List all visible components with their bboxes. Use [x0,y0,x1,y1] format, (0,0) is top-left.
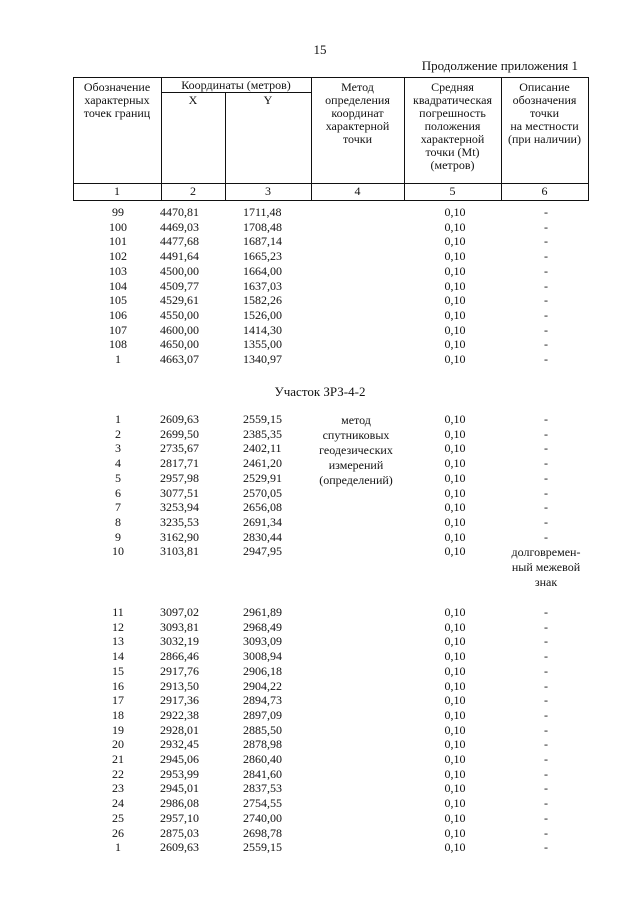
cell-x: 3077,51 [160,485,199,500]
table-row [0,811,640,826]
cell-n: 4 [115,456,121,471]
table-row [0,752,640,767]
note-line: ный межевой [511,560,581,574]
cell-x: 3253,94 [160,500,199,515]
cell-x: 4650,00 [160,337,199,352]
cell-n: 107 [109,322,127,337]
cell-d: - [544,205,548,219]
cell-n: 23 [112,781,124,796]
cell-y: 2878,98 [243,737,282,752]
cell-n: 9 [115,529,121,544]
cell-m: 0,10 [444,456,466,471]
table-row [0,279,640,294]
cell-n: 12 [112,619,124,634]
cell-y: 2830,44 [243,529,282,544]
cell-x: 4500,00 [160,263,199,278]
table-row [0,337,640,352]
cell-n: 99 [112,205,124,219]
cell-d: - [544,485,548,500]
cell-m: 0,10 [444,514,466,529]
cell-x: 2917,36 [160,693,199,708]
cell-x: 3162,90 [160,529,199,544]
header-col5 [404,81,501,172]
cell-y: 1687,14 [243,234,282,249]
cell-y: 1526,00 [243,307,282,322]
cell-y: 2529,91 [243,470,282,485]
cell-y: 1665,23 [243,249,282,264]
header-mid-line [73,183,589,184]
cell-m: 0,10 [444,663,466,678]
cell-y: 2461,20 [243,456,282,471]
cell-m: 0,10 [444,263,466,278]
cell-m: 0,10 [444,470,466,485]
cell-d: - [544,722,548,737]
cell-x: 3103,81 [160,544,199,559]
cell-n: 2 [115,426,121,441]
cell-y: 2402,11 [243,441,282,456]
cell-n: 105 [109,293,127,308]
cell-n: 22 [112,766,124,781]
cell-n: 13 [112,634,124,649]
cell-x: 2913,50 [160,678,199,693]
method-description [306,413,406,488]
table-row [0,249,640,264]
header-text: положения [424,119,481,133]
header-x: X [188,93,198,107]
cell-y: 2860,40 [243,752,282,766]
cell-y: 2904,22 [243,678,282,693]
cell-m: 0,10 [444,810,466,825]
cell-x: 2953,99 [160,766,199,781]
cell-n: 19 [112,722,124,737]
method-line: спутниковых [322,428,390,442]
cell-y: 2897,09 [243,707,282,722]
cell-y: 2740,00 [243,810,282,825]
cell-y: 2961,89 [243,605,282,619]
method-line: метод [341,413,371,427]
cell-d: - [544,426,548,441]
col-border [588,77,589,201]
cell-d: - [544,649,548,664]
cell-m: 0,10 [444,752,466,766]
header-text: точки (Mt) [425,145,480,159]
cell-d: - [544,293,548,308]
cell-m: 0,10 [444,205,466,219]
cell-d: - [544,796,548,811]
cell-n: 102 [109,249,127,264]
cell-m: 0,10 [444,634,466,649]
boundary-mark-note [502,545,590,590]
cell-d: - [544,514,548,529]
header-col4 [311,81,404,146]
cell-y: 2559,15 [243,840,282,855]
cell-n: 26 [112,825,124,840]
header-text: точки [529,106,560,120]
cell-y: 1355,00 [243,337,282,352]
cell-n: 21 [112,752,124,766]
cell-y: 2691,34 [243,514,282,529]
cell-x: 4509,77 [160,278,199,293]
cell-y: 3008,94 [243,649,282,664]
cell-n: 11 [112,605,124,619]
col-number: 1 [114,184,120,198]
cell-d: - [544,470,548,485]
table-row [0,634,640,649]
cell-m: 0,10 [444,649,466,664]
cell-d: - [544,219,548,234]
table-row [0,840,640,855]
table-row [0,767,640,782]
table-row [0,220,640,235]
cell-d: - [544,249,548,264]
cell-d: - [544,766,548,781]
note-line: знак [534,575,558,589]
cell-m: 0,10 [444,234,466,249]
cell-m: 0,10 [444,249,466,264]
cell-n: 24 [112,796,124,811]
cell-n: 1 [115,412,121,426]
cell-x: 3235,53 [160,514,199,529]
cell-d: - [544,307,548,322]
cell-d: - [544,781,548,796]
header-col1 [73,81,161,120]
note-line: долговремен- [511,545,581,559]
cell-m: 0,10 [444,307,466,322]
table-row [0,293,640,308]
cell-m: 0,10 [444,840,466,855]
cell-y: 1711,48 [243,205,282,219]
table-row [0,308,640,323]
cell-d: - [544,234,548,249]
method-line: геодезических [319,443,393,457]
cell-m: 0,10 [444,529,466,544]
cell-y: 1708,48 [243,219,282,234]
cell-m: 0,10 [444,781,466,796]
header-text: квадратическая [413,93,492,107]
table-row [0,781,640,796]
cell-x: 2735,67 [160,441,199,456]
continuation-note: Продолжение приложения 1 [421,58,578,73]
cell-m: 0,10 [444,322,466,337]
cell-m: 0,10 [444,722,466,737]
cell-x: 4477,68 [160,234,199,249]
cell-m: 0,10 [444,278,466,293]
header-col6 [501,81,588,146]
table-row [0,649,640,664]
header-text: Метод [341,80,374,94]
cell-d: - [544,352,548,366]
header-text: обозначения [512,93,577,107]
cell-m: 0,10 [444,619,466,634]
cell-y: 2385,35 [243,426,282,441]
cell-x: 2922,38 [160,707,199,722]
table-row [0,826,640,841]
header-text: точки [342,132,373,146]
cell-x: 2875,03 [160,825,199,840]
cell-d: - [544,412,548,426]
cell-x: 4470,81 [160,205,199,219]
cell-d: - [544,634,548,649]
table-header [73,77,589,201]
header-coords: Координаты (метров) [181,78,291,92]
cell-n: 108 [109,337,127,352]
header-text: на местности [510,119,579,133]
table-row [0,679,640,694]
cell-x: 2817,71 [160,456,199,471]
col-number: 2 [190,184,196,198]
cell-m: 0,10 [444,219,466,234]
header-bottom-line [73,200,589,201]
cell-x: 2986,08 [160,796,199,811]
cell-m: 0,10 [444,485,466,500]
cell-y: 1340,97 [243,352,282,366]
cell-m: 0,10 [444,825,466,840]
cell-y: 2837,53 [243,781,282,796]
cell-x: 2928,01 [160,722,199,737]
cell-x: 4529,61 [160,293,199,308]
header-top-line [73,77,589,78]
cell-n: 10 [112,544,124,559]
table-row [0,693,640,708]
header-text: Обозначение [83,80,151,94]
cell-n: 18 [112,707,124,722]
cell-n: 15 [112,663,124,678]
cell-m: 0,10 [444,693,466,708]
table-row [0,708,640,723]
cell-x: 2945,01 [160,781,199,796]
cell-m: 0,10 [444,544,466,559]
cell-n: 17 [112,693,124,708]
cell-d: - [544,337,548,352]
page-number: 15 [313,42,327,57]
cell-m: 0,10 [444,605,466,619]
cell-d: - [544,707,548,722]
header-text: характерной [325,119,390,133]
cell-n: 20 [112,737,124,752]
header-text: точек границ [83,106,151,120]
cell-x: 2957,10 [160,810,199,825]
table-row [0,605,640,620]
cell-y: 2841,60 [243,766,282,781]
section-title: Участок ЗРЗ-4-2 [274,384,366,399]
cell-y: 2656,08 [243,500,282,515]
cell-m: 0,10 [444,441,466,456]
table-row [0,737,640,752]
cell-y: 2906,18 [243,663,282,678]
table-row [0,515,640,530]
cell-n: 103 [109,263,127,278]
cell-n: 7 [115,500,121,515]
cell-x: 2945,06 [160,752,199,766]
table-row [0,500,640,515]
cell-n: 101 [109,234,127,249]
cell-n: 8 [115,514,121,529]
col-number: 4 [354,184,361,198]
table-row [0,796,640,811]
cell-n: 1 [115,352,121,366]
cell-y: 3093,09 [243,634,282,649]
cell-x: 3032,19 [160,634,199,649]
cell-n: 3 [115,441,121,456]
cell-x: 4663,07 [160,352,199,366]
cell-y: 2885,50 [243,722,282,737]
cell-n: 5 [115,470,121,485]
cell-y: 1414,30 [243,322,282,337]
cell-d: - [544,752,548,766]
table-row [0,234,640,249]
table-row [0,205,640,220]
cell-y: 1582,26 [243,293,282,308]
col-number: 6 [541,184,548,198]
cell-n: 1 [115,840,121,855]
cell-y: 2559,15 [243,412,282,426]
cell-x: 2917,76 [160,663,199,678]
cell-d: - [544,619,548,634]
cell-m: 0,10 [444,293,466,308]
header-text: координат [331,106,384,120]
cell-d: - [544,456,548,471]
col-number: 3 [265,184,271,198]
cell-d: - [544,263,548,278]
cell-d: - [544,825,548,840]
header-text: погрешность [419,106,486,120]
cell-m: 0,10 [444,796,466,811]
cell-x: 4600,00 [160,322,199,337]
cell-m: 0,10 [444,352,466,366]
table-row [0,323,640,338]
method-line: (определений) [319,473,393,487]
cell-y: 1664,00 [243,263,282,278]
header-text: определения [325,93,390,107]
cell-m: 0,10 [444,337,466,352]
cell-x: 3093,81 [160,619,199,634]
table-row [0,664,640,679]
cell-x: 3097,02 [160,605,199,619]
method-line: измерений [328,458,384,472]
cell-n: 106 [109,307,127,322]
cell-x: 2609,63 [160,840,199,855]
cell-x: 2957,98 [160,470,199,485]
header-text: (метров) [430,158,475,172]
cell-x: 4550,00 [160,307,199,322]
cell-x: 2699,50 [160,426,199,441]
cell-x: 2866,46 [160,649,199,664]
cell-x: 2932,45 [160,737,199,752]
cell-m: 0,10 [444,500,466,515]
cell-y: 1637,03 [243,278,282,293]
cell-n: 16 [112,678,124,693]
header-text: (при наличии) [508,132,581,146]
col-number: 5 [449,184,456,198]
header-text: характерной [420,132,485,146]
cell-x: 4491,64 [160,249,199,264]
cell-y: 2570,05 [243,485,282,500]
cell-n: 104 [109,278,127,293]
cell-y: 2947,95 [243,544,282,559]
header-text: Описание [519,80,570,94]
cell-m: 0,10 [444,426,466,441]
cell-d: - [544,278,548,293]
cell-n: 14 [112,649,124,664]
cell-n: 25 [112,810,124,825]
coords-underline [161,92,311,93]
cell-x: 4469,03 [160,219,199,234]
table-row [0,530,640,545]
table-row [0,723,640,738]
header-y: Y [263,93,273,107]
cell-d: - [544,840,548,855]
cell-y: 2894,73 [243,693,282,708]
cell-m: 0,10 [444,766,466,781]
table-row [0,352,640,367]
cell-x: 2609,63 [160,412,199,426]
cell-d: - [544,500,548,515]
cell-d: - [544,810,548,825]
cell-m: 0,10 [444,737,466,752]
cell-d: - [544,678,548,693]
cell-d: - [544,529,548,544]
cell-d: - [544,737,548,752]
cell-d: - [544,693,548,708]
cell-n: 6 [115,485,121,500]
table-row [0,264,640,279]
cell-d: - [544,663,548,678]
table-row [0,620,640,635]
cell-m: 0,10 [444,412,466,426]
header-text: характерных [84,93,150,107]
cell-n: 100 [109,219,127,234]
cell-d: - [544,441,548,456]
cell-y: 2698,78 [243,825,282,840]
header-text: Средняя [431,80,474,94]
cell-m: 0,10 [444,707,466,722]
cell-d: - [544,322,548,337]
cell-y: 2754,55 [243,796,282,811]
cell-m: 0,10 [444,678,466,693]
cell-d: - [544,605,548,619]
cell-y: 2968,49 [243,619,282,634]
